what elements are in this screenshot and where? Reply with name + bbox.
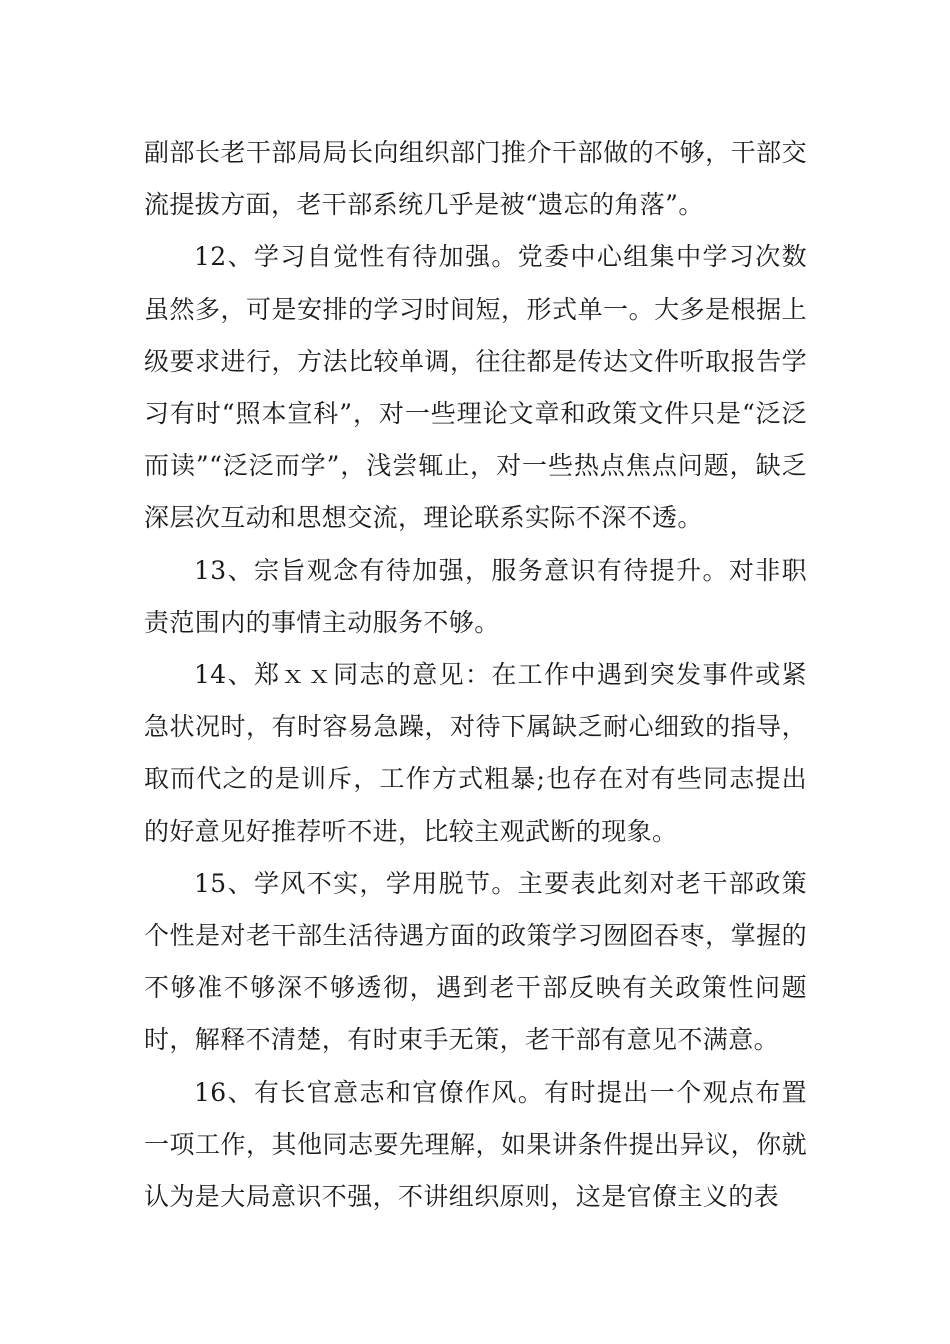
paragraph-item-12: 12、学习自觉性有待加强。党委中心组集中学习次数虽然多，可是安排的学习时间短，形式单一。大多是根据上级要求进行，方法比较单调，往往都是传达文件听取报告学习有时“照本宣科”，对一些理论文章和政策文件只是“泛泛而读”“泛泛而学”，浅尝辄止，对一些热点焦点问题，缺乏深层次互动和思想交流，理论联系实际不深不透。 (144, 242, 807, 533)
paragraph-continuation: 副部长老干部局局长向组织部门推介干部做的不够，干部交流提拔方面，老干部系统几乎是被“遗忘的角落”。 (144, 138, 807, 220)
paragraph-item-15: 15、学风不实，学用脱节。主要表此刻对老干部政策个性是对老干部生活待遇方面的政策学习囫囵吞枣，掌握的不够准不够深不够透彻，遇到老干部反映有关政策性问题时，解释不清楚，有时束手无策，老干部有意见不满意。 (144, 868, 807, 1055)
paragraph-item-16: 16、有长官意志和官僚作风。有时提出一个观点布置一项工作，其他同志要先理解，如果讲条件提出异议，你就认为是大局意识不强，不讲组织原则，这是官僚主义的表 (144, 1077, 807, 1212)
paragraph-item-14: 14、郑ｘｘ同志的意见：在工作中遇到突发事件或紧急状况时，有时容易急躁，对待下属缺乏耐心细致的指导，取而代之的是训斥，工作方式粗暴;也存在对有些同志提出的好意见好推荐听不进，比较主观武断的现象。 (144, 660, 807, 846)
paragraph-item-13: 13、宗旨观念有待加强，服务意识有待提升。对非职责范围内的事情主动服务不够。 (144, 555, 807, 637)
document-body (144, 127, 807, 1223)
